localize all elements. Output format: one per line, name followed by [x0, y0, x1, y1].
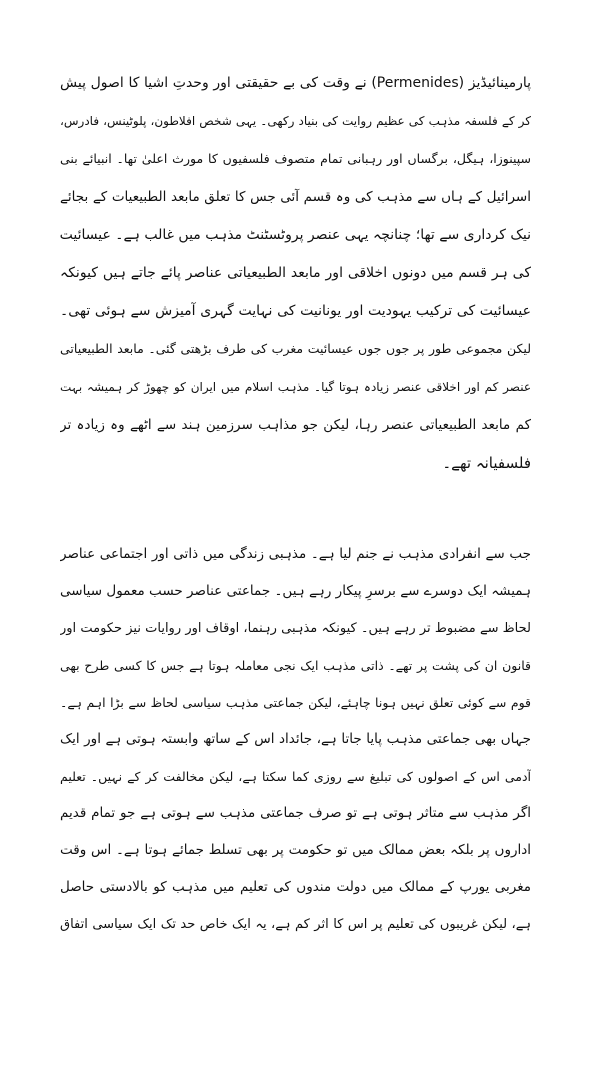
text-line: ہمیشہ ایک دوسرے سے برسرِ پیکار رہے ہیں۔ جماعتی عناصر حسب معمول سیاسی — [60, 583, 531, 599]
text-line: آدمی اس کے اصولوں کی تبلیغ سے روزی کما سکتا ہے، لیکن مخالفت کر کے نہیں۔ تعلیم — [60, 769, 531, 784]
text-line: اسرائیل کے ہاں سے مذہب کی وہ قسم آئی جس کا تعلق مابعد الطبیعیات کے بجائے — [60, 189, 531, 205]
text-line: جب سے انفرادی مذہب نے جنم لیا ہے۔ مذہبی زندگی میں ذاتی اور اجتماعی عناصر — [60, 546, 531, 562]
text-line: ہے، لیکن غریبوں کی تعلیم پر اس کا اثر کم ہے، یہ ایک خاص حد تک ایک سیاسی اتفاق — [60, 917, 531, 932]
text-line: لحاظ سے مضبوط تر رہے ہیں۔ کیونکہ مذہبی رہنما، اوقاف اور روایات نیز حکومت اور — [60, 621, 531, 636]
paragraph-2 — [60, 536, 531, 943]
text-line: عنصر کم اور اخلاقی عنصر زیادہ ہوتا گیا۔ مذہب اسلام میں ایران کو چھوڑ کر ہمیشہ بہت — [60, 380, 531, 394]
text-line: کی ہر قسم میں دونوں اخلاقی اور مابعد الطبیعیاتی عناصر پائے جاتے ہیں کیونکہ — [60, 265, 531, 281]
text-line: اداروں پر بلکہ بعض ممالک میں تو حکومت پر بھی تسلط جمائے ہوتا ہے۔ اس وقت — [60, 842, 531, 858]
text-line: سپینوزا، ہیگل، برگساں اور رہبانی تمام متصوف فلسفیوں کا مورث اعلیٰ تھا۔ انبیائے بنی — [60, 151, 531, 166]
text-line: عیسائیت کی ترکیب یہودیت اور یونانیت کی نہایت گہری آمیزش سے ہوئی تھی۔ — [60, 303, 531, 319]
text-line: قانون ان کی پشت پر تھے۔ ذاتی مذہب ایک نجی معاملہ ہوتا ہے جس کا کسی طرح بھی — [60, 658, 531, 673]
paragraph-1 — [60, 64, 531, 482]
text-line: قوم سے کوئی تعلق نہیں ہونا چاہئے، لیکن جماعتی مذہب سیاسی لحاظ سے بڑا اہم ہے۔ — [60, 695, 531, 710]
text-line: مغربی یورپ کے ممالک میں دولت مندوں کی تعلیم میں مذہب کو بالادستی حاصل — [60, 879, 531, 895]
text-line: فلسفیانہ تھے۔ — [442, 454, 531, 472]
text-line: پارمینائیڈیز (Permenides) نے وقت کی بے حقیقتی اور وحدتِ اشیا کا اصول پیش — [60, 75, 531, 91]
text-line: نیک کرداری سے تھا؛ چنانچہ یہی عنصر پروٹسٹنٹ مذہب میں غالب ہے۔ عیسائیت — [60, 227, 531, 243]
text-line: کم مابعد الطبیعیاتی عنصر رہا، لیکن جو مذاہب سرزمین ہند سے اٹھے وہ زیادہ تر — [60, 417, 531, 433]
text-line: جہاں بھی جماعتی مذہب پایا جاتا ہے، جائداد اس کے ساتھ وابستہ ہوتی ہے اور ایک — [60, 731, 531, 747]
text-line: اگر مذہب سے متاثر ہوتی ہے تو صرف جماعتی مذہب سے ہوتی ہے جو تمام قدیم — [60, 805, 531, 821]
text-line: کر کے فلسفہ مذہب کی عظیم روایت کی بنیاد رکھی۔ یہی شخص افلاطون، پلوٹینس، فادرس، — [60, 114, 531, 128]
text-line: لیکن مجموعی طور پر جوں جوں عیسائیت مغرب کی طرف بڑھتی گئی۔ مابعد الطبیعیاتی — [60, 341, 531, 356]
